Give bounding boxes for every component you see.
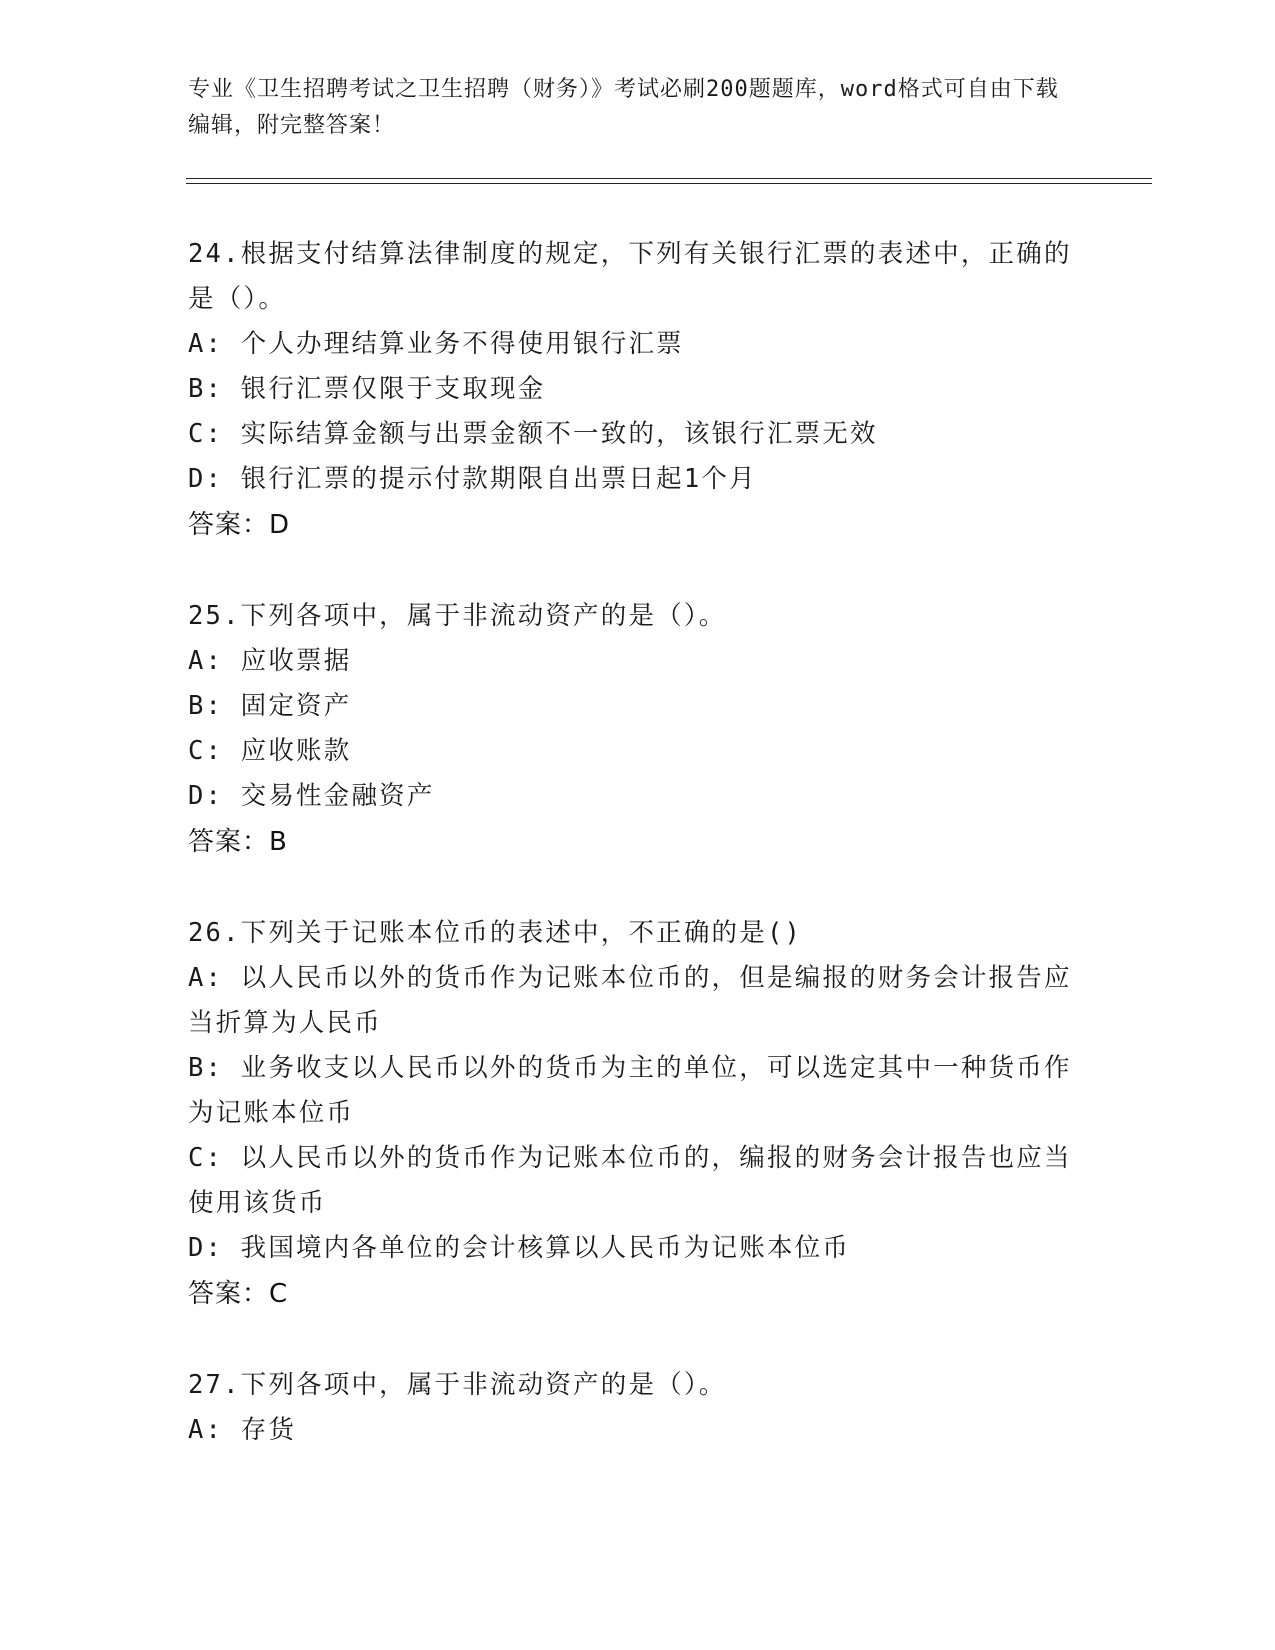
option-a: A: 应收票据 [188, 646, 352, 676]
document-header: 专业《卫生招聘考试之卫生招聘（财务）》考试必刷200题题库，word格式可自由下载编辑，附完整答案！ [188, 77, 1059, 138]
option-b: B: 业务收支以人民币以外的货币为主的单位，可以选定其中一种货币作为记账本位币 [188, 1053, 1072, 1128]
option-d: D: 银行汇票的提示付款期限自出票日起1个月 [188, 464, 757, 494]
option-a: A: 个人办理结算业务不得使用银行汇票 [188, 329, 684, 359]
option-b: B: 固定资产 [188, 691, 352, 721]
answer-line: 答案：C [188, 1279, 289, 1309]
answer-line: 答案：B [188, 827, 288, 857]
question-24 [188, 232, 1088, 548]
header-rule-top [186, 178, 1152, 179]
option-c: C: 应收账款 [188, 736, 352, 766]
option-c: C: 实际结算金额与出票金额不一致的，该银行汇票无效 [188, 419, 878, 449]
question-25 [188, 594, 1088, 865]
question-list [188, 232, 1088, 1499]
question-stem: 24.根据支付结算法律制度的规定，下列有关银行汇票的表述中，正确的是（）。 [188, 239, 1072, 314]
option-a: A: 以人民币以外的货币作为记账本位币的，但是编报的财务会计报告应当折算为人民币 [188, 963, 1072, 1038]
option-c: C: 以人民币以外的货币作为记账本位币的，编报的财务会计报告也应当使用该货币 [188, 1143, 1072, 1218]
question-stem: 25.下列各项中，属于非流动资产的是（）。 [188, 601, 727, 631]
option-d: D: 交易性金融资产 [188, 781, 435, 811]
answer-line: 答案：D [188, 510, 291, 540]
question-stem: 27.下列各项中，属于非流动资产的是（）。 [188, 1370, 727, 1400]
question-stem: 26.下列关于记账本位币的表述中，不正确的是() [188, 918, 803, 948]
option-d: D: 我国境内各单位的会计核算以人民币为记账本位币 [188, 1233, 851, 1263]
question-26 [188, 911, 1088, 1317]
header-rule-bottom [186, 183, 1152, 184]
question-27 [188, 1363, 1088, 1453]
option-a: A: 存货 [188, 1415, 297, 1445]
option-b: B: 银行汇票仅限于支取现金 [188, 374, 546, 404]
